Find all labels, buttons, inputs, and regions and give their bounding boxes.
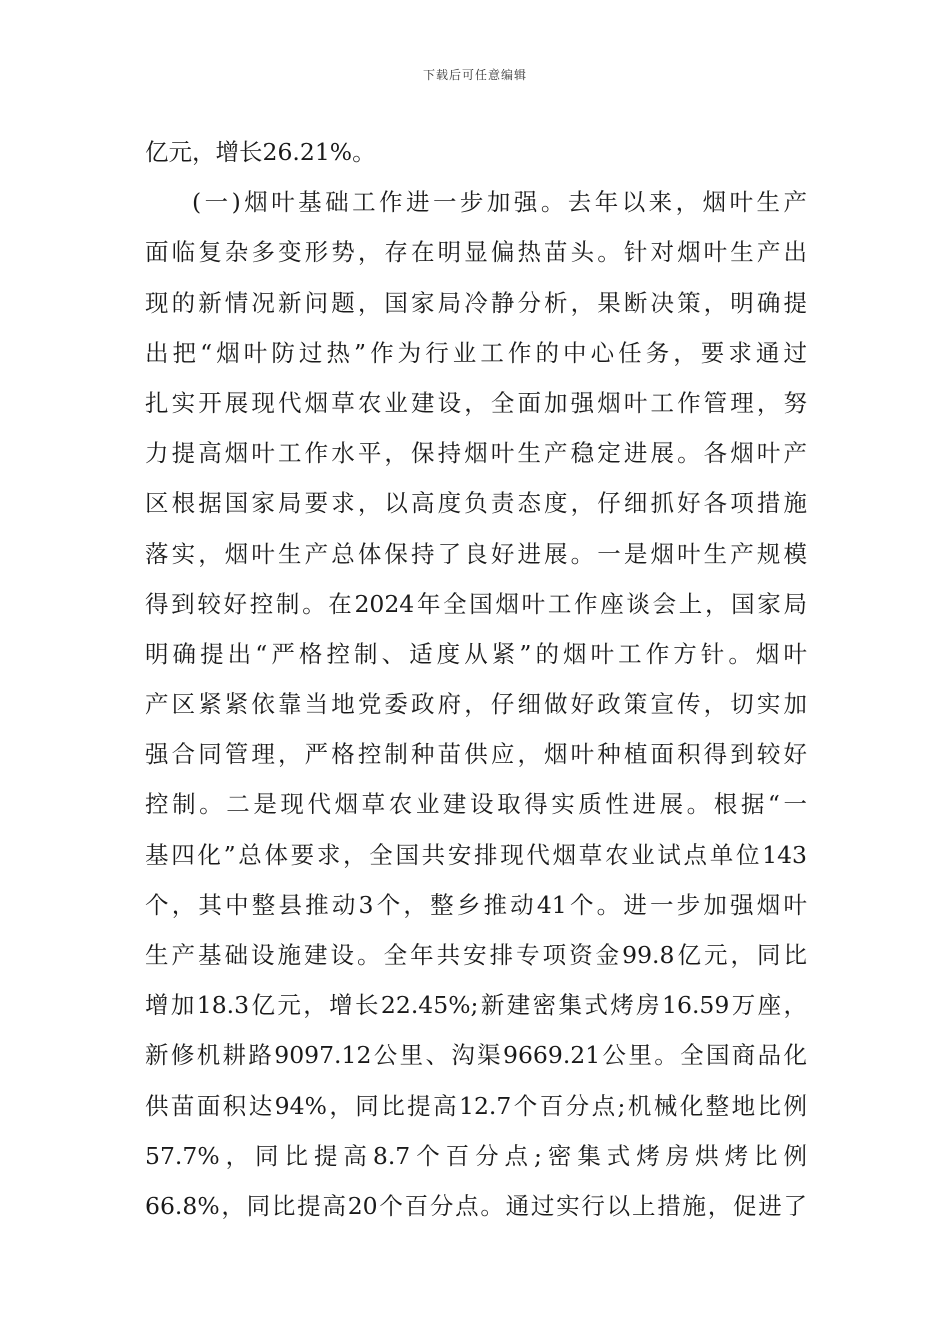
- paragraph-first-line: (一)烟叶基础工作进一步加强。去年以来，烟叶生产: [192, 188, 807, 217]
- text-line: 出把“烟叶防过热”作为行业工作的中心任务，要求通过: [145, 338, 807, 367]
- text-line: 面临复杂多变形势，存在明显偏热苗头。针对烟叶生产出: [145, 238, 807, 267]
- text-line: 扎实开展现代烟草农业建设，全面加强烟叶工作管理，努: [145, 388, 807, 417]
- text-line: 现的新情况新问题，国家局冷静分析，果断决策，明确提: [145, 288, 807, 317]
- text-line: 得到较好控制。在2024年全国烟叶工作座谈会上，国家局: [145, 589, 807, 618]
- text-line: 基四化”总体要求，全国共安排现代烟草农业试点单位143: [145, 840, 807, 869]
- text-line: 66.8%，同比提高20个百分点。通过实行以上措施，促进了: [145, 1191, 807, 1220]
- text-line: 力提高烟叶工作水平，保持烟叶生产稳定进展。各烟叶产: [145, 439, 807, 468]
- text-line: 强合同管理，严格控制种苗供应，烟叶种植面积得到较好: [145, 740, 807, 769]
- text-line: 新修机耕路9097.12公里、沟渠9669.21公里。全国商品化: [145, 1041, 807, 1070]
- page-header: 下载后可任意编辑: [422, 68, 527, 82]
- text-line: 生产基础设施建设。全年共安排专项资金99.8亿元，同比: [145, 941, 807, 969]
- body-text: [145, 127, 807, 1231]
- text-line: 个，其中整县推动3个，整乡推动41个。进一步加强烟叶: [145, 890, 807, 919]
- text-line: 区根据国家局要求，以高度负责态度，仔细抓好各项措施: [145, 489, 807, 518]
- text-line: 明确提出“严格控制、适度从紧”的烟叶工作方针。烟叶: [145, 639, 807, 668]
- text-line: 落实，烟叶生产总体保持了良好进展。一是烟叶生产规模: [145, 539, 807, 568]
- text-line: 57.7%，同比提高8.7个百分点;密集式烤房烘烤比例: [145, 1141, 807, 1170]
- text-line: 控制。二是现代烟草农业建设取得实质性进展。根据“一: [145, 790, 807, 819]
- text-line: 产区紧紧依靠当地党委政府，仔细做好政策宣传，切实加: [145, 690, 807, 719]
- text-line: 亿元，增长26.21%。: [145, 138, 376, 166]
- text-line: 增加18.3亿元，增长22.45%;新建密集式烤房16.59万座，: [145, 991, 807, 1020]
- text-line: 供苗面积达94%，同比提高12.7个百分点;机械化整地比例: [145, 1091, 807, 1120]
